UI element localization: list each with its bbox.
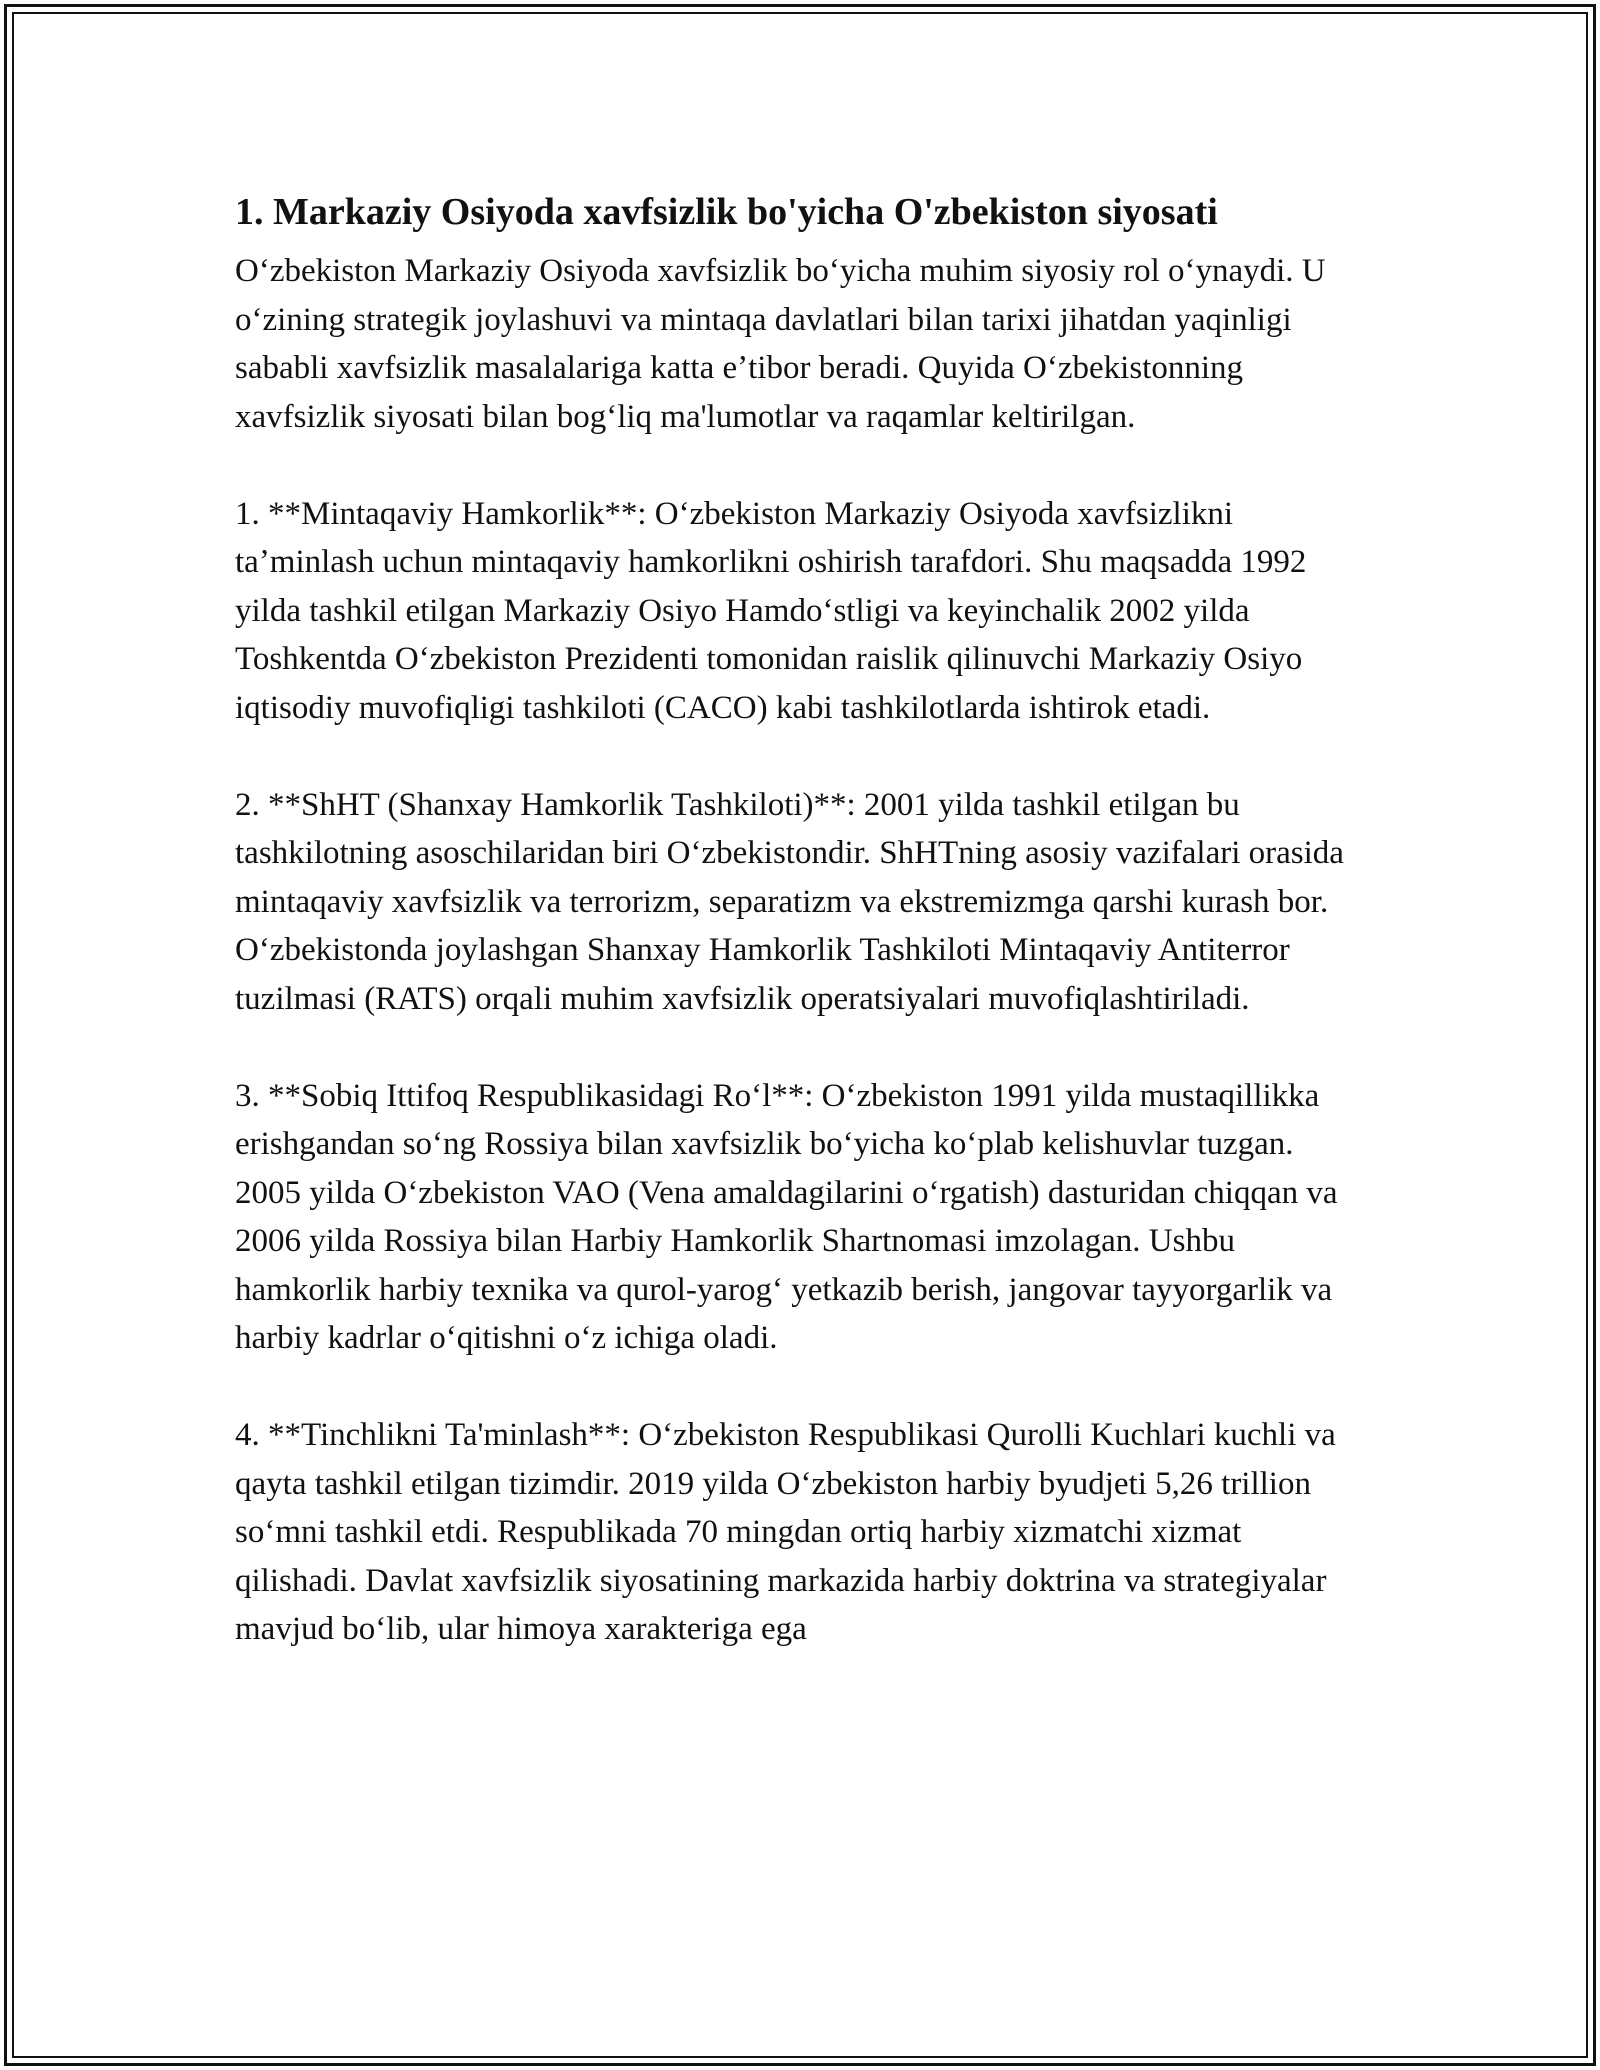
paragraph-regional-cooperation: 1. **Mintaqaviy Hamkorlik**: Oʻzbekiston Markaziy Osiyoda xavfsizlikni taʼminlash uchun mintaqaviy hamkorlikni oshirish tarafdori. Shu maqsadda 1992 yilda tashkil etilgan Markaziy Osiyo Hamdoʻstligi va keyinchalik 2002 yilda Toshkentda Oʻzbekiston Prezidenti tomonidan raislik qilinuvchi Markaziy Osiyo iqtisodiy muvofiqligi tashkiloti (CACO) kabi tashkilotlarda ishtirok etadi. <box>235 495 1307 726</box>
intro-paragraph: Oʻzbekiston Markaziy Osiyoda xavfsizlik boʻyicha muhim siyosiy rol oʻynaydi. U oʻzining strategik joylashuvi va mintaqa davlatlari bilan tarixi jihatdan yaqinligi sababli xavfsizlik masalalariga katta eʼtibor beradi. Quyida Oʻzbekistonning xavfsizlik siyosati bilan bogʻliq ma'lumotlar va raqamlar keltirilgan. <box>235 253 1326 435</box>
paragraph-peacekeeping: 4. **Tinchlikni Ta'minlash**: Oʻzbekiston Respublikasi Qurolli Kuchlari kuchli va qayta tashkil etilgan tizimdir. 2019 yilda Oʻzbekiston harbiy byudjeti 5,26 trillion soʻmni tashkil etdi. Respublikada 70 mingdan ortiq harbiy xizmatchi xizmat qilishadi. Davlat xavfsizlik siyosatining markazida harbiy doktrina va strategiyalar mavjud boʻlib, ular himoya xarakteriga ega <box>235 1417 1336 1647</box>
document-body <box>235 185 1365 1702</box>
paragraph-sco: 2. **ShHT (Shanxay Hamkorlik Tashkiloti)**: 2001 yilda tashkil etilgan bu tashkilotning asoschilaridan biri Oʻzbekistondir. ShHTning asosiy vazifalari orasida mintaqaviy xavfsizlik va terrorizm, separatizm va ekstremizmga qarshi kurash bor. Oʻzbekistonda joylashgan Shanxay Hamkorlik Tashkiloti Mintaqaviy Antiterror tuzilmasi (RATS) orqali muhim xavfsizlik operatsiyalari muvofiqlashtiriladi. <box>235 786 1344 1017</box>
paragraph-former-union-role: 3. **Sobiq Ittifoq Respublikasidagi Roʻl**: Oʻzbekiston 1991 yilda mustaqillikka erishgandan soʻng Rossiya bilan xavfsizlik boʻyicha koʻplab kelishuvlar tuzgan. 2005 yilda Oʻzbekiston VAO (Vena amaldagilarini oʻrgatish) dasturidan chiqqan va 2006 yilda Rossiya bilan Harbiy Hamkorlik Shartnomasi imzolagan. Ushbu hamkorlik harbiy texnika va qurol-yarogʻ yetkazib berish, jangovar tayyorgarlik va harbiy kadrlar oʻqitishni oʻz ichiga oladi. <box>235 1077 1338 1356</box>
document-title: 1. Markaziy Osiyoda xavfsizlik bo'yicha O'zbekiston siyosati <box>235 191 1218 233</box>
